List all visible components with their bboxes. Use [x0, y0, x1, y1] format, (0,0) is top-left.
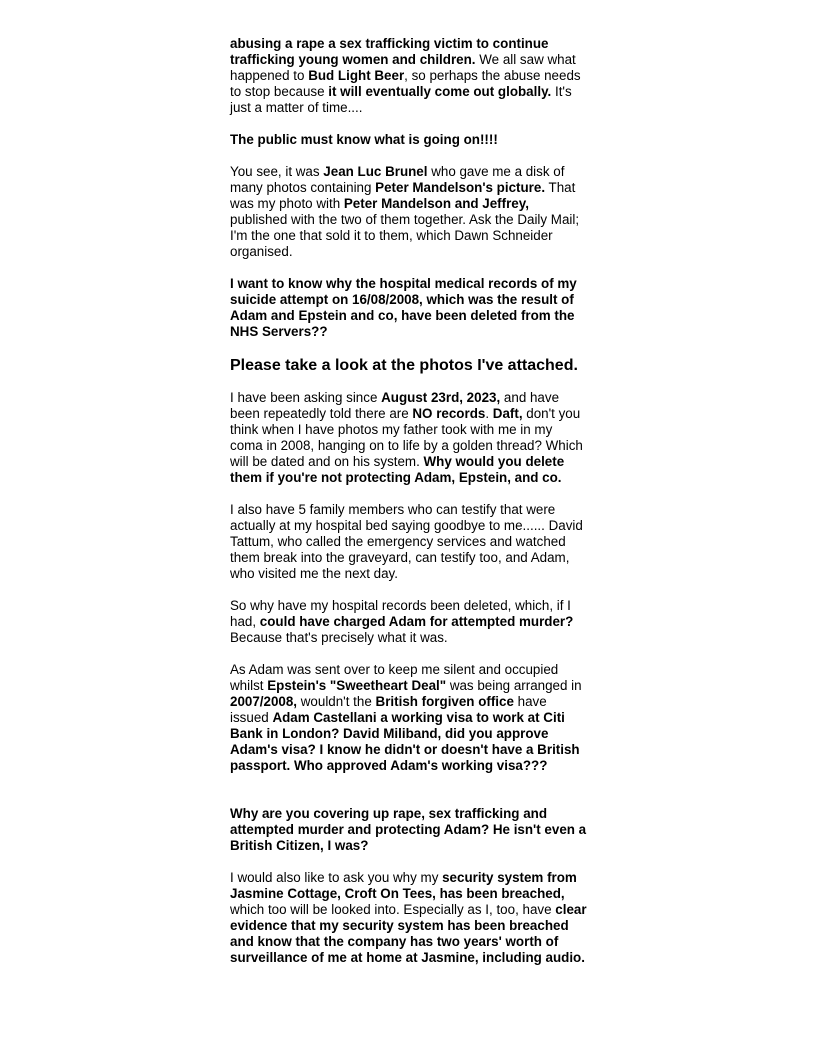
text-run: was being arranged in	[446, 678, 582, 693]
bold-text-run: NO records	[412, 406, 486, 421]
text-run: You see, it was	[230, 164, 324, 179]
text-run: So why have my hospital records been deleted, which, if I had,	[230, 598, 571, 629]
text-run: I also have 5 family members who can testify that were actually at my hospital bed saying goodbye to me...... David Tattum, who called the emergency services and watched them break into the graveyard, can testify too, and Adam, who visited me the next day.	[230, 502, 583, 581]
bold-text-run: Please take a look at the photos I've attached.	[230, 357, 578, 374]
text-run: I have been asking since	[230, 390, 382, 405]
bold-text-run: security system from Jasmine Cottage, Croft On Tees, has been breached,	[230, 870, 577, 901]
paragraph	[230, 276, 588, 340]
text-run: , so perhaps the abuse needs to stop because	[230, 68, 581, 99]
bold-text-run: British forgiven office	[375, 694, 514, 709]
paragraph	[230, 390, 588, 486]
bold-text-run: it will eventually come out globally.	[328, 84, 552, 99]
section-heading	[230, 356, 588, 376]
text-run: As Adam was sent over to keep me silent and occupied whilst	[230, 662, 559, 693]
bold-text-run: Epstein's "Sweetheart Deal"	[267, 678, 447, 693]
text-run: We all saw what happened to	[230, 52, 576, 83]
bold-text-run: clear evidence that my security system has been breached and know that the company has two years' worth of surveillance of me at home at Jasmine, including audio.	[230, 902, 587, 965]
paragraph	[230, 662, 588, 774]
text-run: published with the two of them together. Ask the Daily Mail; I'm the one that sold it to them, which Dawn Schneider organised.	[230, 212, 580, 259]
text-run: I would also like to ask you why my	[230, 870, 443, 885]
bold-text-run: Bud Light Beer	[308, 68, 405, 83]
bold-text-run: Jean Luc Brunel	[323, 164, 428, 179]
paragraph	[230, 132, 588, 148]
text-run: and have been repeatedly told there are	[230, 390, 560, 421]
paragraph	[230, 502, 588, 582]
bold-text-run: I want to know why the hospital medical records of my suicide attempt on 16/08/2008, which was the result of Adam and Epstein and co, have been deleted from the NHS Servers??	[230, 276, 577, 339]
document-body	[230, 36, 588, 982]
bold-text-run: Peter Mandelson and Jeffrey,	[343, 196, 529, 211]
text-run: which too will be looked into. Especially as I, too, have	[230, 902, 556, 917]
bold-text-run: August 23rd, 2023,	[381, 390, 501, 405]
text-run: That was my photo with	[230, 180, 576, 211]
bold-text-run: 2007/2008,	[230, 694, 298, 709]
text-run: who gave me a disk of many photos containing	[230, 164, 565, 195]
paragraph	[230, 164, 588, 260]
text-run: have issued	[230, 694, 547, 725]
bold-text-run: The public must know what is going on!!!!	[230, 132, 498, 147]
paragraph	[230, 598, 588, 646]
text-run: .	[485, 406, 493, 421]
bold-text-run: could have charged Adam for attempted murder?	[259, 614, 574, 629]
paragraph	[230, 36, 588, 116]
text-run: wouldn't the	[297, 694, 376, 709]
text-run: It's just a matter of time....	[230, 84, 572, 115]
bold-text-run: Peter Mandelson's picture.	[375, 180, 546, 195]
text-run: don't you think when I have photos my father took with me in my coma in 2008, hanging on to life by a golden thread? Which will be dated and on his system.	[230, 406, 583, 469]
bold-text-run: abusing a rape a sex trafficking victim to continue trafficking young women and children.	[230, 36, 549, 67]
text-run: Because that's precisely what it was.	[230, 630, 448, 645]
bold-text-run: Why are you covering up rape, sex trafficking and attempted murder and protecting Adam? He isn't even a British Citizen, I was?	[230, 806, 587, 853]
paragraph	[230, 806, 588, 854]
bold-text-run: Why would you delete them if you're not protecting Adam, Epstein, and co.	[230, 454, 565, 485]
bold-text-run: Daft,	[492, 406, 523, 421]
bold-text-run: Adam Castellani a working visa to work at Citi Bank in London? David Miliband, did you approve Adam's visa? I know he didn't or doesn't have a British passport. Who approved Adam's working visa???	[230, 710, 580, 773]
paragraph	[230, 870, 588, 966]
